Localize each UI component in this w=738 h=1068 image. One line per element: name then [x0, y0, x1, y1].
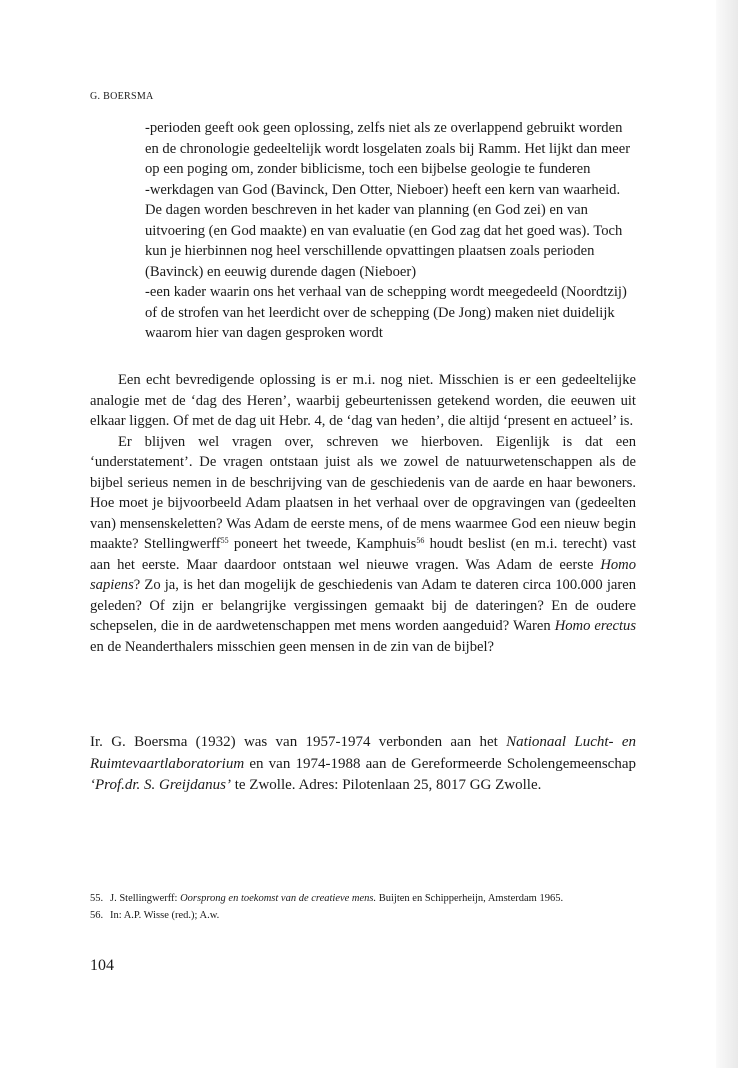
page-number: 104 — [90, 957, 114, 974]
text-run: Ir. G. Boersma (1932) was van 1957-1974 verbonden aan het — [90, 734, 507, 750]
text-run: Er blijven wel vragen over, schreven we hierboven. Eigenlijk is dat een ‘understatement’. De vragen ontstaan juist als we zowel de natuurwetenschappen als de bijbel serieus nemen in de beschrijving van de geschiedenis van de aarde en haar bewoners. Hoe moet je bijvoorbeeld Adam plaatsen in het verhaal over de opgravingen van (gedeelten van) mensenskeletten? Was Adam de eerste mens, of de mens waarmee God een nieuw begin maakte? Stellingwerff — [90, 433, 636, 552]
paragraph: Een echt bevredigende oplossing is er m.i. nog niet. Misschien is er een gedeeltelijke analogie met de ‘dag des Heren’, waarbij gebeurtenissen getekend worden, die eeuwen uit elkaar liggen. Of met de dag uit Hebr. 4, de ‘dag van heden’, die altijd ‘present en actueel’ is. — [90, 372, 636, 429]
text-run: houdt beslist (en m.i. terecht) vast aan het eerste. Maar daardoor ontstaan wel nieuwe vragen. Was Adam de eerste — [90, 536, 636, 573]
italic-school: ‘Prof.dr. S. Greijdanus’ — [90, 777, 231, 793]
list-item: -werkdagen van God (Bavinck, Den Otter, Nieboer) heeft een kern van waarheid. De dagen worden beschreven in het kader van planning (en God zei) en van uitvoering (en God maakte) en van evaluatie (en God zag dat het goed was). Toch kun je hierbinnen nog heel verschillende opvattingen plaatsen zoals perioden (Bavinck) en eeuwig durende dagen (Nieboer) — [145, 181, 623, 280]
footnote-55 — [90, 892, 636, 907]
footnote-ref-56[interactable]: 56 — [416, 536, 425, 545]
text-run: te Zwolle. Adres: Pilotenlaan 25, 8017 GG Zwolle. — [230, 777, 542, 793]
italic-term: Homo erectus — [554, 618, 637, 634]
text-run: ? Zo ja, is het dan mogelijk de geschiedenis van Adam te dateren circa 100.000 jaren geleden? Of zijn er belangrijke vergissingen gemaakt bij de dateringen? En de oudere schepselen, die in de aardwetenschappen met mens worden aangeduid? Waren — [90, 577, 636, 634]
footnote-ref-55[interactable]: 55 — [220, 536, 229, 545]
text-run: Buijten en Schipperheijn, Amsterdam 1965. — [376, 893, 564, 904]
text-run: J. Stellingwerff: — [110, 893, 181, 904]
text-run: en van 1974-1988 aan de Gereformeerde Scholengemeenschap — [244, 755, 636, 772]
running-head: G. BOERSMA — [90, 91, 154, 102]
list-item: -perioden geeft ook geen oplossing, zelfs niet als ze overlappend gebruikt worden en de chronologie gedeeltelijk wordt losgelaten zoals bij Ramm. Het lijkt dan meer op een poging om, zonder biblicisme, toch een bijbelse geologie te funderen — [145, 120, 631, 177]
paragraph — [90, 432, 636, 658]
footnote-56 — [90, 909, 636, 924]
footnote-number: 55. — [90, 893, 104, 904]
footnotes — [90, 892, 636, 925]
text-run: poneert het tweede, Kamphuis — [228, 536, 417, 552]
body-text — [90, 370, 636, 657]
italic-institution: Nationaal Lucht- en Ruimtevaartlaboratorium — [90, 734, 636, 772]
italic-term: Homo sapiens — [90, 556, 636, 593]
text-run: en de Neanderthalers misschien geen mensen in de zin van de bijbel? — [90, 638, 495, 655]
text-run: In: A.P. Wisse (red.); A.w. — [110, 909, 220, 921]
italic-title: Oorsprong en toekomst van de creatieve mens. — [180, 893, 377, 904]
footnote-number: 56. — [90, 909, 104, 921]
definitions-list — [145, 118, 635, 344]
list-item: -een kader waarin ons het verhaal van de schepping wordt meegedeeld (Noordtzij) of de strofen van het leerdicht over de schepping (De Jong) maken niet duidelijk waarom hier van dagen gesproken wordt — [145, 284, 627, 341]
page-edge-shadow — [716, 0, 738, 1068]
author-bio — [90, 732, 636, 797]
